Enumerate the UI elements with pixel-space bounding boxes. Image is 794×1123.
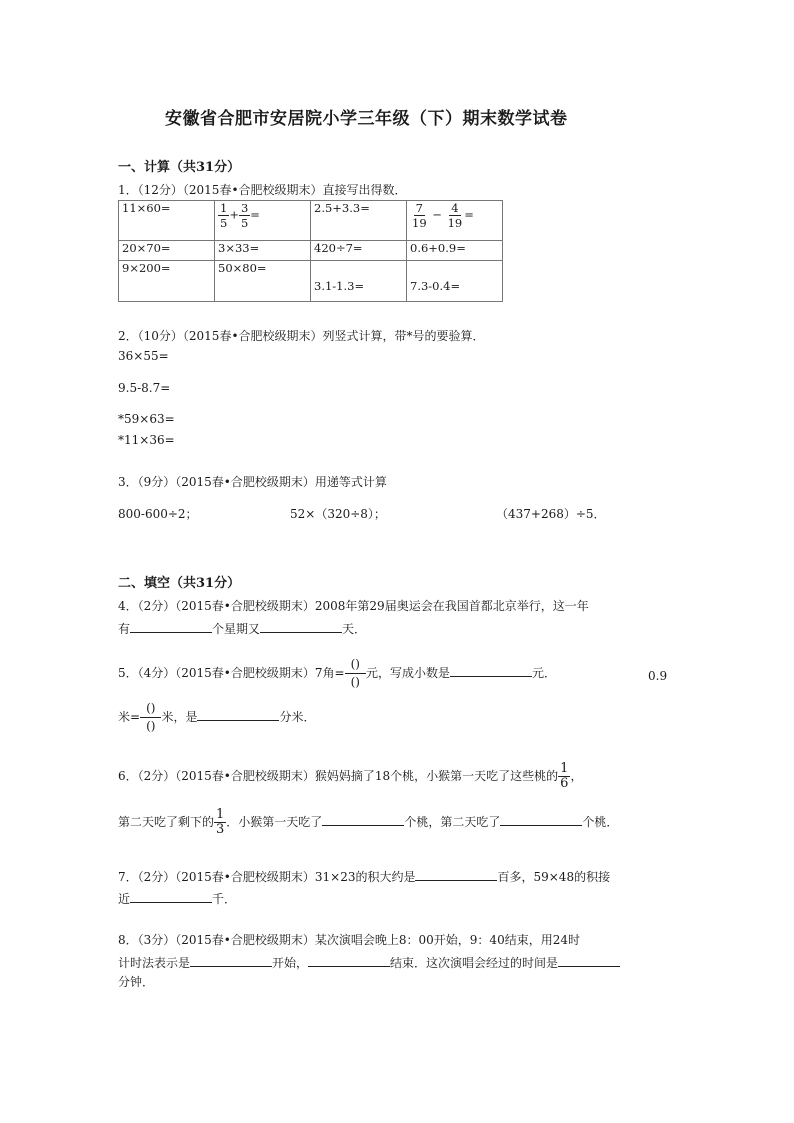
- table-cell: 20×70=: [119, 241, 215, 261]
- answer-blank[interactable]: [558, 954, 620, 967]
- question-7-line1: 7．（2分）（2015春•合肥校级期末）31×23的积大约是 百多，59×48的积接: [118, 870, 611, 884]
- fraction: $\frac{1}{3}$: [216, 807, 225, 837]
- question-3-prefix: 3．（9分）（2015春•合肥校级期末）用递等式计算: [118, 475, 387, 489]
- question-6-line2: 第二天吃了剩下的 $\frac{1}{3}$ ．小猴第一天吃了 个桃，第二天吃了 个桃．: [118, 807, 619, 837]
- answer-blank[interactable]: [130, 890, 212, 903]
- question-8-line1: 8．（3分）（2015春•合肥校级期末）某次演唱会晚上8：00开始，9：40结束，用24时: [118, 933, 580, 947]
- table-cell: $\frac{1}{5}$ + $\frac{3}{5}$ =: [215, 201, 311, 241]
- answer-blank[interactable]: [500, 813, 582, 826]
- section-heading-2: 二、填空（共31分）: [118, 576, 241, 591]
- question-1-prefix: 1．（12分）（2015春•合肥校级期末）直接写出得数．: [118, 183, 407, 197]
- question-2-item: 9.5-8.7=: [118, 381, 171, 395]
- answer-blank[interactable]: [322, 813, 404, 826]
- question-7-line2: 近 千．: [118, 892, 237, 906]
- table-cell: 50×80=: [215, 261, 311, 302]
- question-5-value: 0.9: [648, 669, 668, 683]
- table-cell: 3.1-1.3=: [311, 261, 407, 302]
- table-row: [119, 241, 503, 261]
- table-cell: 9×200=: [119, 261, 215, 302]
- table-cell: 420÷7=: [311, 241, 407, 261]
- question-5-line1: 5．（4分）（2015春•合肥校级期末）7角= () () 元，写成小数是 元．: [118, 657, 556, 689]
- answer-blank[interactable]: [260, 620, 342, 633]
- fraction: () (): [345, 656, 366, 691]
- question-6-line1: 6．（2分）（2015春•合肥校级期末）猴妈妈摘了18个桃，小猴第一天吃了这些桃的 $\frac{1}{6}$ ，: [118, 761, 583, 791]
- answer-blank[interactable]: [415, 868, 497, 881]
- question-4-line1: 4．（2分）（2015春•合肥校级期末）2008年第29届奥运会在我国首都北京举行，这一年: [118, 599, 589, 613]
- page-title: 安徽省合肥市安居院小学三年级（下）期末数学试卷: [165, 109, 568, 129]
- question-5-line2: 米= () () 米，是 分米．: [118, 701, 316, 733]
- table-cell: 7.3-0.4=: [407, 261, 503, 302]
- fraction: $\frac{7}{19}$: [412, 201, 427, 230]
- table-row: [119, 201, 503, 241]
- fraction: $\frac{1}{6}$: [560, 761, 569, 791]
- fraction: $\frac{3}{5}$: [240, 201, 249, 230]
- question-3-item: 52×（320÷8）；: [290, 507, 386, 521]
- question-2-item: *11×36=: [118, 433, 175, 447]
- table-cell: 3×33=: [215, 241, 311, 261]
- section-heading-1: 一、计算（共31分）: [118, 160, 241, 175]
- answer-blank[interactable]: [130, 620, 212, 633]
- table-cell: 2.5+3.3=: [311, 201, 407, 241]
- question-2-item: 36×55=: [118, 349, 169, 363]
- answer-blank[interactable]: [197, 708, 279, 721]
- answer-blank[interactable]: [450, 664, 532, 677]
- question-2-item: *59×63=: [118, 412, 175, 426]
- question-3-item: （437+268）÷5．: [496, 507, 606, 521]
- calc-table: [118, 200, 503, 302]
- question-2-prefix: 2．（10分）（2015春•合肥校级期末）列竖式计算，带*号的要验算．: [118, 329, 485, 343]
- answer-blank[interactable]: [308, 954, 390, 967]
- table-cell: 0.6+0.9=: [407, 241, 503, 261]
- fraction: $\frac{4}{19}$: [447, 201, 463, 230]
- answer-blank[interactable]: [190, 954, 272, 967]
- question-8-line3: 分钟．: [118, 975, 155, 989]
- fraction: $\frac{1}{5}$: [220, 201, 228, 230]
- table-row: [119, 261, 503, 302]
- question-3-item: 800-600÷2；: [118, 507, 198, 521]
- fraction: () (): [140, 700, 161, 735]
- table-cell: $\frac{7}{19}$ − $\frac{4}{19}$ =: [407, 201, 503, 241]
- question-8-line2: 计时法表示是 开始， 结束．这次演唱会经过的时间是: [118, 954, 620, 971]
- question-4-line2: 有 个星期又 天．: [118, 622, 367, 636]
- table-cell: 11×60=: [119, 201, 215, 241]
